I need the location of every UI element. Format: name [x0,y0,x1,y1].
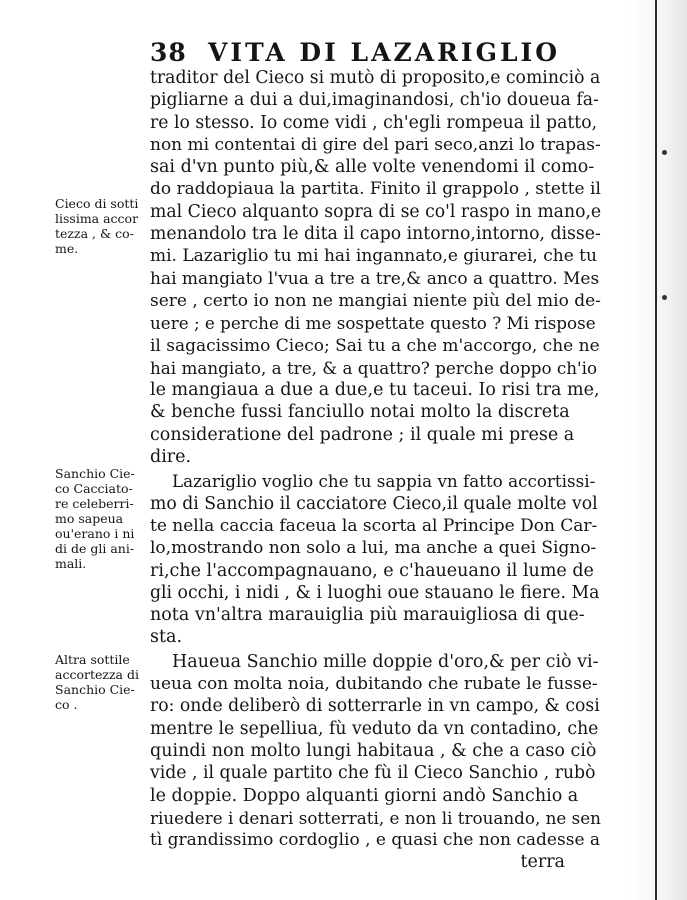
text-line: dire. [150,447,192,468]
catchword: terra [520,852,565,873]
text-line: do raddopiaua la partita. Finito il grappolo , stette il [150,179,601,200]
text-line: non mi contentai di gire del pari seco,anzi lo trapas- [150,134,601,155]
text-line: ueua con molta noia, dubitando che rubate le fusse- [150,674,598,695]
text-line: riuedere i denari sotterrati, e non li trouando, ne sen [150,807,601,828]
page-header [150,38,590,70]
paragraph [150,651,600,852]
text-line: consideratione del padrone ; il quale mi prese a [150,424,575,445]
text-line: hai mangiato l'vua a tre a tre,& anco a quattro. Mes [150,268,600,289]
paragraph [150,470,600,648]
margin-note-line: mo sapeua [55,511,124,526]
text-line: menandolo tra le dita il capo intorno,intorno, disse- [150,224,601,245]
margin-note [55,196,155,256]
text-line: il sagacissimo Cieco; Sai tu a che m'accorgo, che ne [150,335,600,356]
margin-note-line: me. [55,241,79,256]
text-line: gli occhi, i nidi , & i luoghi oue stauano le fiere. Ma [150,582,600,603]
text-line: uere ; e perche di me sospettate questo ? Mi rispose [150,313,596,334]
text-line: Haueua Sanchio mille doppie d'oro,& per ciò vi- [172,651,599,672]
margin-note-line: mali. [55,556,87,571]
margin-note [55,466,155,571]
text-line: vide , il quale partito che fù il Cieco Sanchio , rubò [150,763,596,784]
main-text [150,67,600,874]
margin-note-line: Cieco di sotti [55,196,139,211]
page-edge-shadow [629,0,687,900]
margin-note-line: re celeberri- [55,496,134,511]
margin-note-line: co . [55,697,78,712]
text-line: ro: onde deliberò di sotterrarle in vn campo, & cosi [150,696,600,717]
margin-note-line: di de gli ani- [55,541,135,556]
page-binding-edge [655,0,657,900]
text-line: sta. [150,627,183,648]
text-line: sai d'vn punto più,& alle volte venendomi il como- [150,157,595,178]
text-line: lo,mostrando non solo a lui, ma anche a quei Signo- [150,538,597,559]
text-line: quindi non molto lungi habitaua , & che a caso ciò [150,740,597,761]
text-line: hai mangiato, a tre, & a quattro? perche doppo ch'io [150,357,598,378]
text-line: te nella caccia faceua la scorta al Principe Don Car- [150,515,598,536]
text-line: re lo stesso. Io come vidi , ch'egli rompeua il patto, [150,112,598,133]
text-line: le doppie. Doppo alquanti giorni andò Sanchio a [150,785,579,806]
text-line: traditor del Cieco si mutò di proposito,e cominciò a [150,68,601,88]
text-line: Lazariglio voglio che tu sappia vn fatto accortissi- [172,471,596,492]
page-number: 38 [150,38,187,67]
margin-note-line: Altra sottile [55,652,130,667]
text-line: sere , certo io non ne mangiai niente più del mio de- [150,290,601,311]
margin-note-line: Sanchio Cie- [55,682,135,697]
text-line: le mangiaua a due a due,e tu taceui. Io risi tra me, [150,380,600,401]
text-line: nota vn'altra marauiglia più marauigliosa di que- [150,605,585,626]
running-title: VITA DI LAZARIGLIO [208,38,560,67]
text-line: ri,che l'accompagnauano, e c'haueuano il lume de [150,560,594,581]
paragraph [150,67,600,468]
text-line: mi. Lazariglio tu mi hai ingannato,e giurarei, che tu [150,246,597,267]
text-line: & benche fussi fanciullo notai molto la discreta [150,402,570,423]
edge-mark [662,295,667,300]
margin-note-line: co Cacciato- [55,481,133,496]
margin-note-line: accortezza di [55,667,139,682]
margin-note [55,652,155,712]
text-line: tì grandissimo cordoglio , e quasi che non cadesse a [150,830,601,851]
text-line: mo di Sanchio il cacciatore Cieco,il quale molte vol [150,493,598,514]
text-line: mal Cieco alquanto sopra di se co'l raspo in mano,e [150,201,602,222]
edge-mark [662,150,667,155]
text-line: pigliarne a dui a dui,imaginandosi, ch'io doueua fa- [150,90,599,111]
margin-note-line: tezza , & co- [55,226,134,241]
margin-note-line: lissima accor [55,211,139,226]
margin-note-line: Sanchio Cie- [55,466,135,481]
text-line: mentre le sepelliua, fù veduto da vn contadino, che [150,718,599,739]
margin-note-line: ou'erano i ni [55,526,135,541]
